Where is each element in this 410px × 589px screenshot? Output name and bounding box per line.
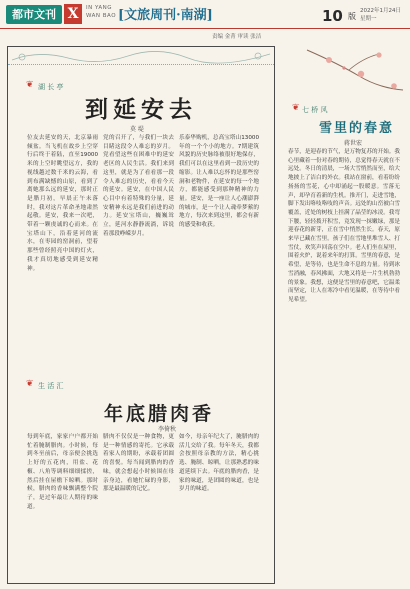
article2-title: 年底腊肉香 [104,403,215,425]
article3-title: 雪里的春意 [319,121,395,136]
leaf-icon: ❦ [26,80,34,90]
article1-column-1: 位友去延安的天，北京暴雨倾盆。当飞机在故乡上空穿行后终于着陆，直至19000米的上空时眺望远方，我的视线越过数千米的云海，看到布满缺憾的山原，看到了离她那么远的延安，那时正是腊月初，早晨正午未落时，我对这片革命圣地肃然起敬。延安，我来一次吧，带着一颗虔诚的心而来。在宝塔山下，沿着延河的流水，在枣园的窑洞前，望着那些曾经照亮中国的灯火，我才真切地感受到延安精神。 [27,135,98,272]
plum-branch-ornament [299,46,407,106]
leaf-icon: ❦ [292,103,300,113]
article3-body: 春节，是迎春的节气，是万物复苏的开始。我心里藏着一份对春的期待，总觉得春天就在不远处。冬日的清晨，一场大雪悄然而至，给大地披上了洁白的外衣。我站在窗前，看着纷纷扬扬的雪花，心中却涌起一股暖意。雪落无声，却孕育着新的生机。推开门，走进雪地，脚下发出咯吱咯吱的声音。远处的山峦被白雪覆盖，近处的树枝上挂满了晶莹的冰凌。我弯下腰，轻轻拨开积雪，竟发现一抹嫩绿，那是迎春花的新芽，正在雪中悄然生长。春天，原来早已藏在雪里。孩子们在雪地里堆雪人、打雪仗，欢笑声回荡在空中。老人们坐在屋里，围着火炉，说着来年的打算。雪里的春意，是希望，是等待，也是生命不息的力量。待到冰雪消融，春风拂面，大地又将是一片生机勃勃的景象。我想，这便是雪里的春意吧，它温柔而坚定，让人在寒冷中看见温暖，在等待中看见希望。 [288,149,400,303]
editor-credits: 责编 金菁 审读 张洁 [212,34,262,40]
left-panel-ornament [8,48,274,65]
issue-weekday: 星期一 [360,16,377,22]
article1-column-3: 乐泰华购机，总高宝塔山13000年的一个个小的地方。7期建筑风貌的历史脉络被很好地保存，我们可以在这里看到一段历史的缩影。让人难以忘怀的是那些窑洞和老物件，在延安的每一个地方，都能感受到那种精神的力量。延安，是一座让人心潮澎湃的城市，是一个让人魂牵梦萦的地方，每次来到这里，都会有新的感受和收获。 [179,135,259,229]
masthead-pinyin-line2: WAN BAO [86,13,117,19]
article1-author: 莫 堤 [130,126,144,133]
masthead [0,0,410,40]
masthead-x-mark: X [64,4,82,24]
article2-column-1: 每到年底，家家户户都开始忙着腌制腊肉。小时候，每到冬至前后，母亲便会挑选上好的五花肉，用盐、花椒、八角等调料细细揉搓，然后挂在屋檐下晾晒。那时候，腊肉的香味飘满整个院子，是过年最让人期待的味道。 [27,434,98,510]
article2-author: 李倚秋 [158,426,177,433]
issue-date: 2022年1月24日 [360,8,401,14]
leaf-icon: ❦ [26,379,34,389]
article2-column-2: 腊肉不仅仅是一种食物，更是一种情感的寄托。它承载着家人的期盼，承载着团圆的喜悦。每当闻到腊肉的香味，就会想起小时候围在母亲身边，看她忙碌的身影，那是最温暖的记忆。 [103,434,174,493]
masthead-logo: 都市文刊 [6,5,62,24]
masthead-divider [0,28,410,29]
article1-title: 到延安去 [85,96,197,123]
masthead-pinyin-line1: IN YANG [86,5,113,11]
article1-column-2: 党的召开了，与我们一块去目睹这段令人难忘的岁月。党看望这些在困难中的延安老区的人民生活。我们来到这里，就是为了看看那一段令人难忘的历史，看看今天的延安。延安，在中国人民心目中有着特殊的分量，延安精神永远是我们前进的动力。延安宝塔山，巍巍耸立，延河水静静流淌，诉说着那段峥嵘岁月。 [103,135,174,237]
column-label-2: 生 活 汇 [38,382,64,390]
column-label-1: 湖 长 亭 [38,83,64,91]
page-ban-label: 版 [348,12,356,21]
article2-column-3: 如今，母亲年纪大了，腌腊肉的活儿交给了我。每年冬天，我都会按照母亲教的方法，精心挑选、腌制、晾晒，让那熟悉的味道延续下去。年底的腊肉香，是家的味道，是团圆的味道，也是岁月的味道。 [179,434,259,493]
page-number: 10 [322,7,343,25]
section-title: [文旅周刊·南湖] [118,8,213,23]
column-label-3: 七 桥 风 [302,106,328,114]
article3-author: 蒋世宏 [344,140,363,147]
